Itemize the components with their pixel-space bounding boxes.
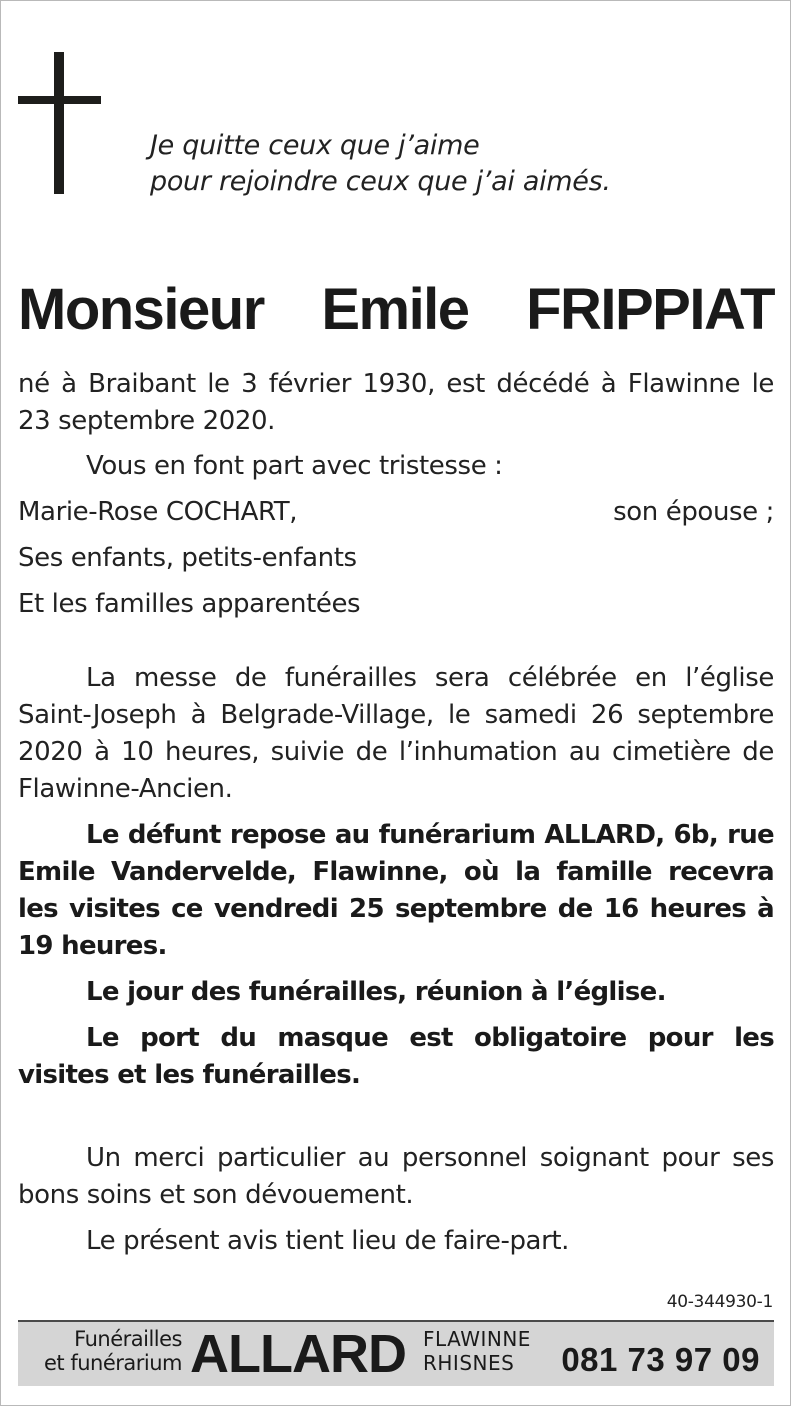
service-line-2: et funérarium bbox=[44, 1351, 182, 1375]
locations bbox=[423, 1327, 531, 1375]
thanks-staff-text: Un merci particulier au personnel soignant pour ses bons soins et son dévouement. bbox=[18, 1143, 774, 1210]
quote-line-2: pour rejoindre ceux que j’ai aimés. bbox=[150, 166, 611, 197]
mask-text: Le port du masque est obligatoire pour les visites et les funérailles. bbox=[18, 1023, 774, 1090]
spouse-role: son épouse ; bbox=[613, 497, 774, 527]
visits-text: Le défunt repose au funérarium ALLARD, 6b, rue Emile Vandervelde, Flawinne, où la famille recevra les visites ce vendredi 25 septembre de 16 heures à 19 heures. bbox=[18, 820, 774, 961]
location-2: RHISNES bbox=[423, 1351, 515, 1375]
relatives-text: Et les familles apparentées bbox=[18, 589, 361, 619]
notice-text: Le présent avis tient lieu de faire-part. bbox=[86, 1226, 570, 1256]
location-1: FLAWINNE bbox=[423, 1327, 531, 1351]
spouse-name: Marie-Rose COCHART, bbox=[18, 497, 298, 527]
service-label bbox=[28, 1327, 182, 1375]
cross-vertical-bar bbox=[54, 52, 64, 194]
quote-line-1: Je quitte ceux que j’aime bbox=[150, 130, 480, 161]
birth-death-text: né à Braibant le 3 février 1930, est décédé à Flawinne le 23 septembre 2020. bbox=[18, 369, 774, 436]
funeral-home-banner bbox=[18, 1320, 774, 1386]
brand-logo: ALLARD bbox=[190, 1324, 406, 1384]
children-text: Ses enfants, petits-enfants bbox=[18, 543, 357, 573]
cross-horizontal-bar bbox=[18, 96, 101, 104]
epitaph-quote bbox=[150, 128, 611, 200]
reference-number: 40-344930-1 bbox=[666, 1292, 773, 1312]
mass-text: La messe de funérailles sera célébrée en l’église Saint-Joseph à Belgrade-Village, le samedi 26 septembre 2020 à 10 heures, suivie de l’inhumation au cimetière de Flawinne-Ancien. bbox=[18, 663, 774, 804]
service-line-1: Funérailles bbox=[74, 1327, 182, 1351]
deceased-name: Monsieur Emile FRIPPIAT bbox=[18, 277, 774, 342]
meeting-text: Le jour des funérailles, réunion à l’église. bbox=[86, 977, 666, 1007]
spouse-row bbox=[18, 494, 774, 531]
family-intro: Vous en font part avec tristesse : bbox=[86, 451, 503, 481]
phone-number: 081 73 97 09 bbox=[561, 1341, 760, 1378]
notice-body bbox=[18, 366, 774, 1260]
